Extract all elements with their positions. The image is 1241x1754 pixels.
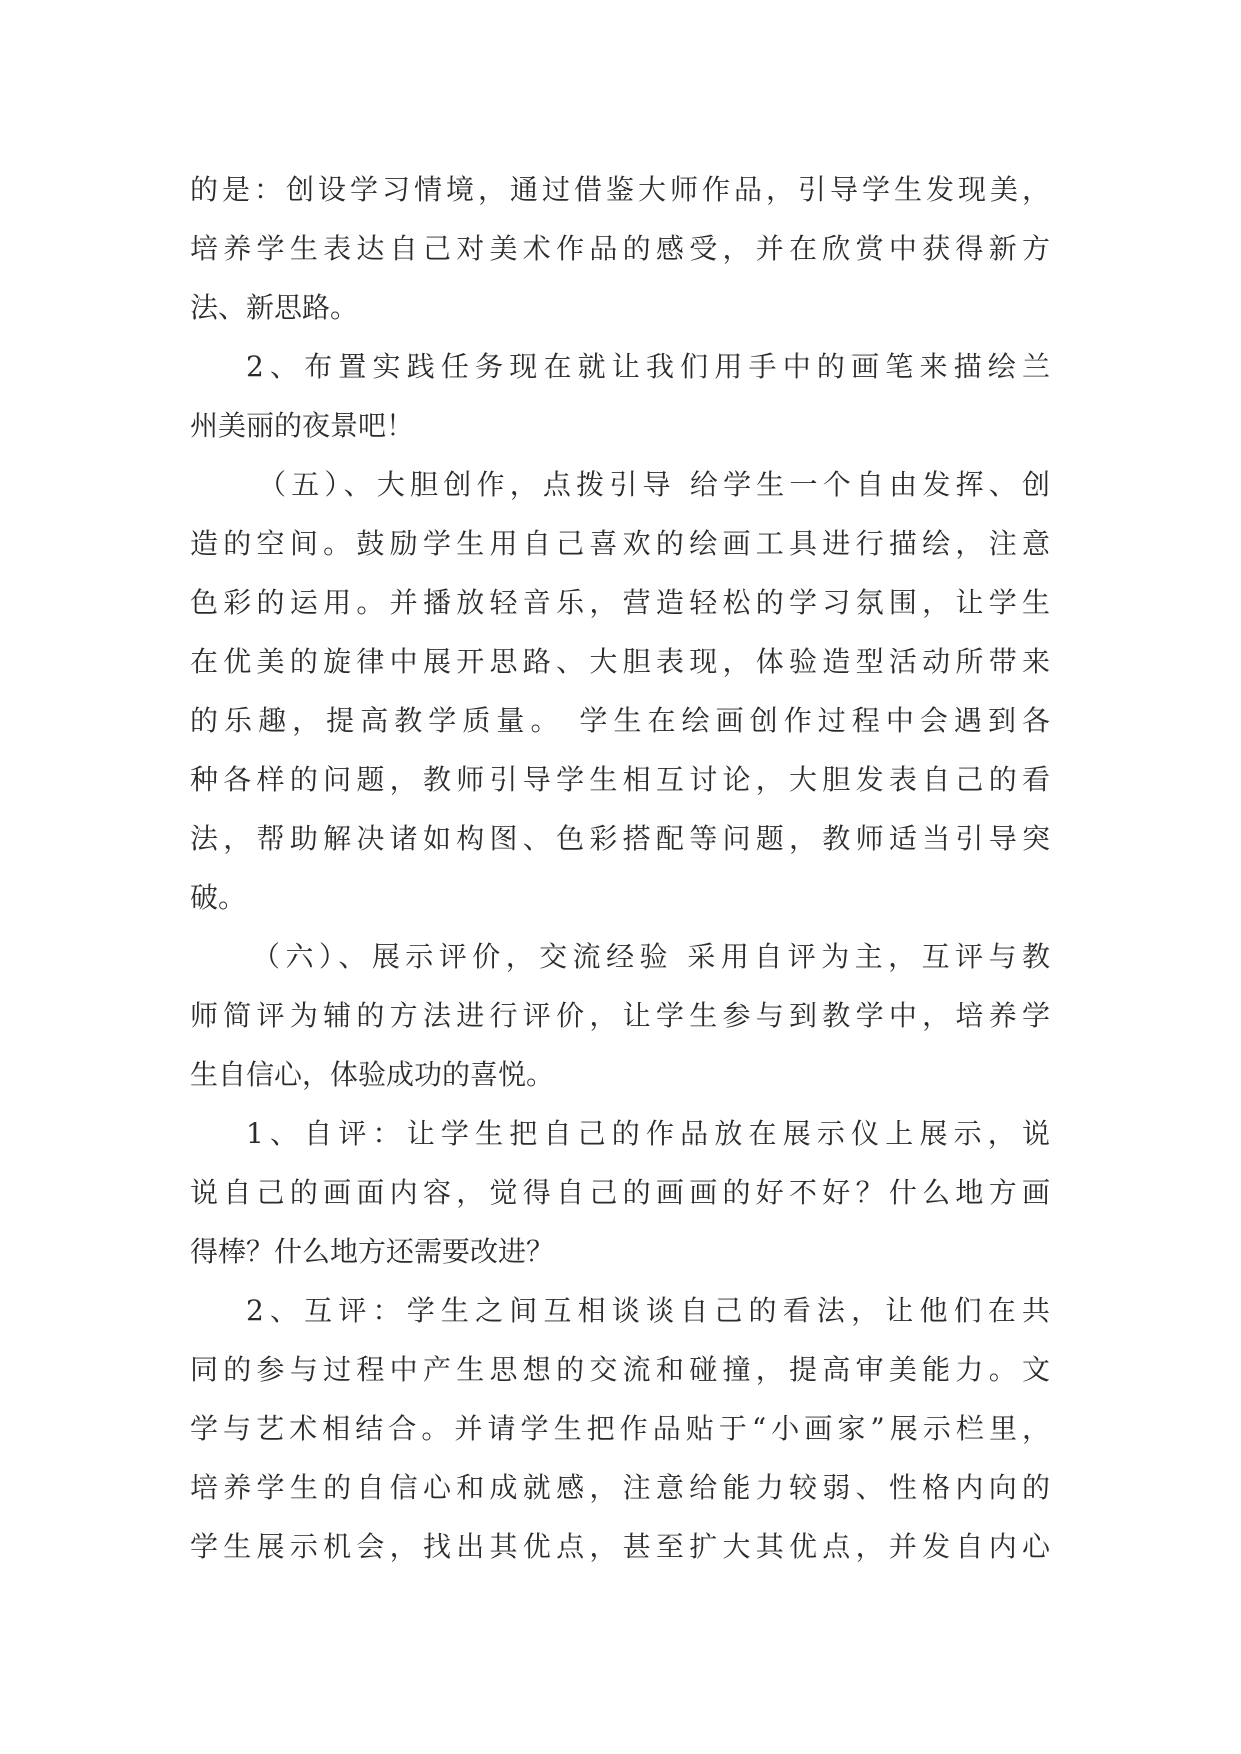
text-line: 2、布置实践任务现在就让我们用手中的画笔来描绘兰 [246,350,1050,383]
text-line: 的乐趣，提高教学质量。 学生在绘画创作过程中会遇到各 [190,704,1050,737]
text-line: 种各样的问题，教师引导学生相互讨论，大胆发表自己的看 [190,763,1050,796]
text-line: 培养学生的自信心和成就感，注意给能力较弱、性格内向的 [190,1471,1050,1504]
text-line: （五）、大胆创作，点拨引导 给学生一个自由发挥、创 [258,468,1050,501]
text-line: 在优美的旋律中展开思路、大胆表现，体验造型活动所带来 [190,645,1050,678]
text-line: 法，帮助解决诸如构图、色彩搭配等问题，教师适当引导突 [190,822,1050,855]
text-line: 培养学生表达自己对美术作品的感受，并在欣赏中获得新方 [190,232,1050,265]
text-line: 学与艺术相结合。并请学生把作品贴于“小画家”展示栏里， [190,1412,1050,1445]
text-line: 说自己的画面内容，觉得自己的画画的好不好？什么地方画 [190,1176,1050,1209]
text-line: 得棒？什么地方还需要改进？ [190,1235,555,1268]
text-line: 的是：创设学习情境，通过借鉴大师作品，引导学生发现美， [190,173,1050,206]
text-line: 师简评为辅的方法进行评价，让学生参与到教学中，培养学 [190,999,1050,1032]
text-line: 破。 [190,881,247,914]
text-line: （六）、展示评价，交流经验 采用自评为主，互评与教 [252,940,1050,973]
text-line: 同的参与过程中产生思想的交流和碰撞，提高审美能力。文 [190,1353,1050,1386]
text-line: 色彩的运用。并播放轻音乐，营造轻松的学习氛围，让学生 [190,586,1050,619]
text-line: 学生展示机会，找出其优点，甚至扩大其优点，并发自内心 [190,1530,1050,1563]
text-line: 1、自评：让学生把自己的作品放在展示仪上展示，说 [246,1117,1050,1150]
text-line: 生自信心，体验成功的喜悦。 [190,1058,555,1091]
text-line: 法、新思路。 [190,291,359,324]
document-body [190,160,1050,1576]
text-line: 州美丽的夜景吧！ [190,409,415,442]
text-line: 造的空间。鼓励学生用自己喜欢的绘画工具进行描绘，注意 [190,527,1050,560]
text-line: 2、互评：学生之间互相谈谈自己的看法，让他们在共 [246,1294,1050,1327]
